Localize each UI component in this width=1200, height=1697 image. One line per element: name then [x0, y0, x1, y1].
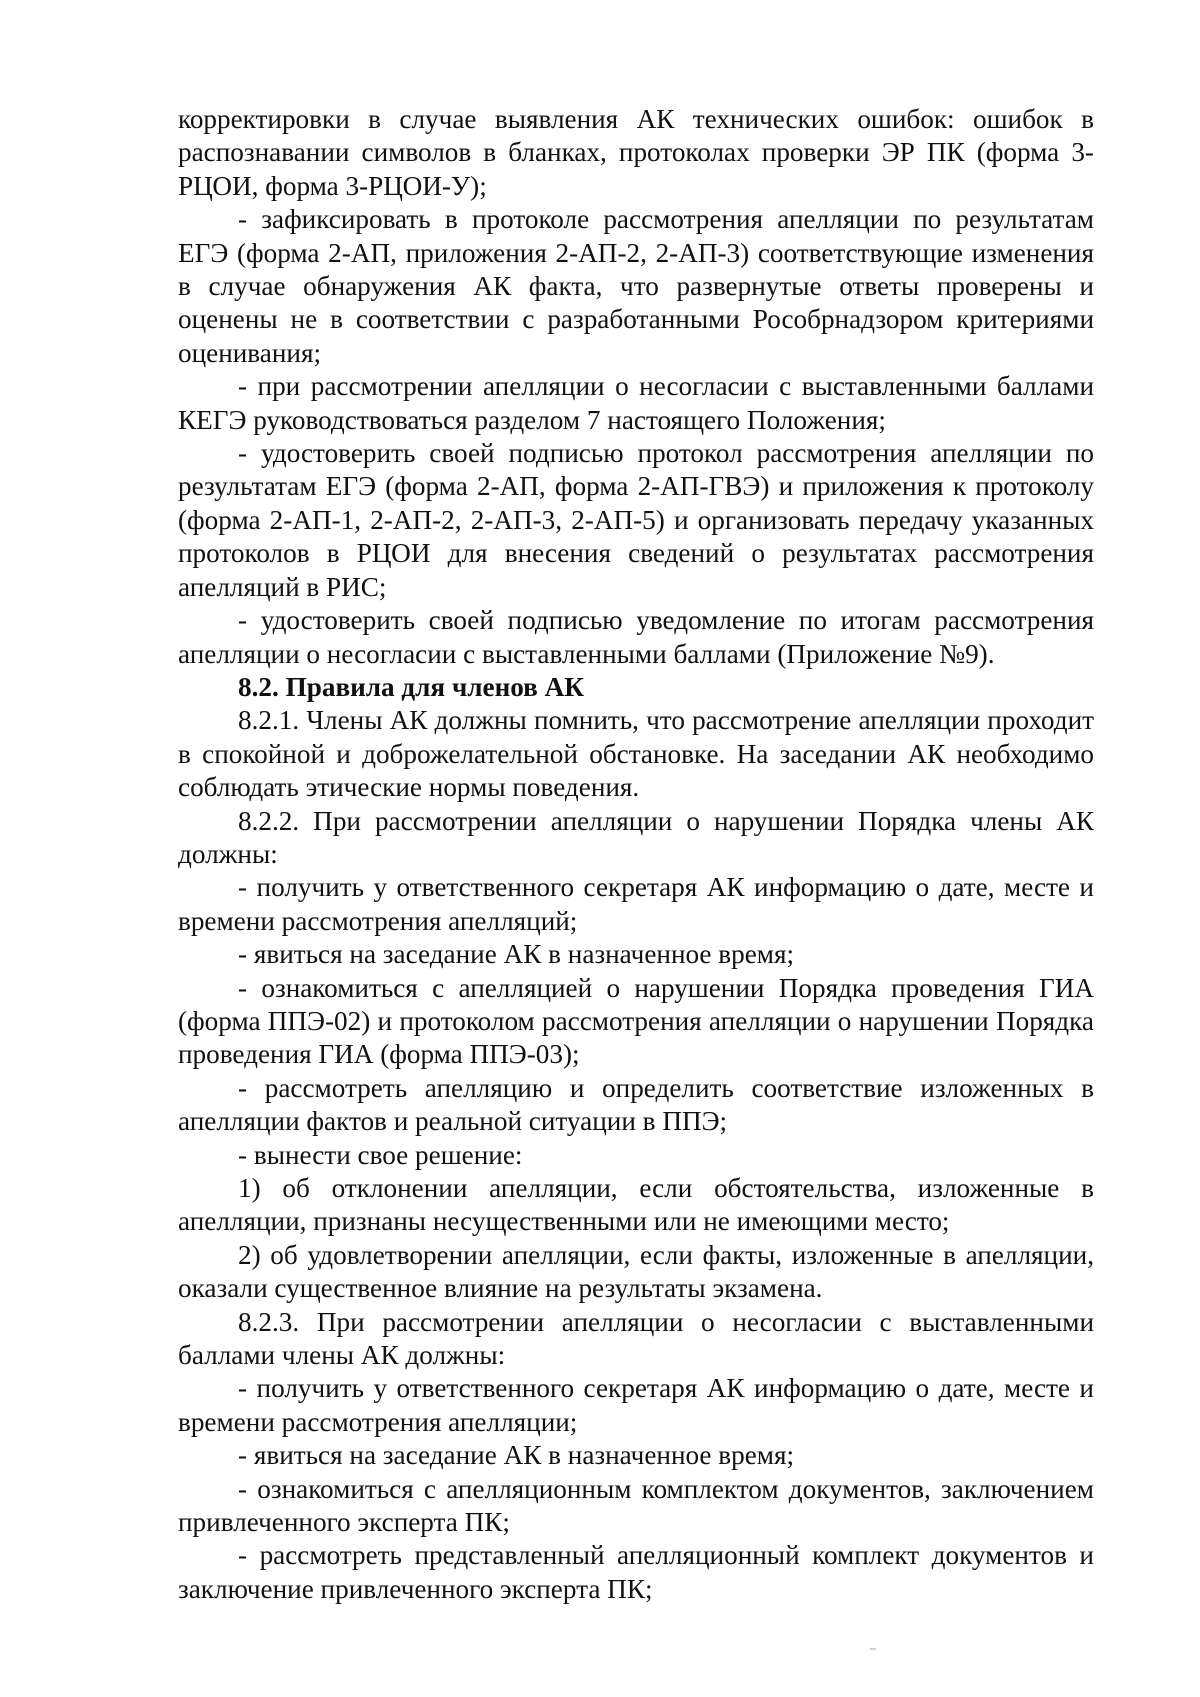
list-item: 1) об отклонении апелляции, если обстоятельства, изложенные в апелляции, признаны несущественными или не имеющими место; — [178, 1173, 1094, 1237]
scan-speck — [870, 1648, 876, 1650]
list-item: - зафиксировать в протоколе рассмотрения апелляции по результатам ЕГЭ (форма 2-АП, приложения 2-АП-2, 2-АП-3) соответствующие изменения в случае обнаружения АК факта, что развернутые ответы проверены и оценены не в соответствии с разработанными Рособрнадзором критериями оценивания; — [178, 204, 1094, 368]
paragraph: 8.2.2. При рассмотрении апелляции о нарушении Порядка члены АК должны: — [178, 805, 1094, 869]
paragraph: 8.2.1. Члены АК должны помнить, что рассмотрение апелляции проходит в спокойной и доброжелательной обстановке. На заседании АК необходимо соблюдать этические нормы поведения. — [178, 705, 1094, 803]
list-item: 2) об удовлетворении апелляции, если факты, изложенные в апелляции, оказали существенное влияние на результаты экзамена. — [178, 1239, 1094, 1304]
paragraph-continuation: корректировки в случае выявления АК технических ошибок: ошибок в распознавании символов в бланках, протоколах проверки ЭР ПК (форма 3-РЦОИ, форма 3-РЦОИ-У); — [178, 104, 1094, 201]
list-item: - получить у ответственного секретаря АК информацию о дате, месте и времени рассмотрения апелляций; — [178, 872, 1094, 936]
list-item: - получить у ответственного секретаря АК информацию о дате, месте и времени рассмотрения апелляции; — [178, 1373, 1094, 1437]
list-item: - вынести свое решение: — [238, 1139, 523, 1170]
list-item: - ознакомиться с апелляционным комплектом документов, заключением привлеченного эксперта ПК; — [178, 1473, 1094, 1538]
list-item: - при рассмотрении апелляции о несогласии с выставленными баллами КЕГЭ руководствоваться разделом 7 настоящего Положения; — [178, 371, 1094, 435]
list-item: - явиться на заседание АК в назначенное время; — [238, 1440, 795, 1471]
list-item: - удостоверить своей подписью уведомление по итогам рассмотрения апелляции о несогласии с выставленными баллами (Приложение №9). — [178, 605, 1094, 669]
document-page — [178, 103, 1094, 1606]
list-item: - рассмотреть представленный апелляционный комплект документов и заключение привлеченного эксперта ПК; — [178, 1540, 1094, 1604]
list-item: - рассмотреть апелляцию и определить соответствие изложенных в апелляции фактов и реальной ситуации в ППЭ; — [178, 1072, 1094, 1137]
list-item: - удостоверить своей подписью протокол рассмотрения апелляции по результатам ЕГЭ (форма 2-АП, форма 2-АП-ГВЭ) и приложения к протоколу (форма 2-АП-1, 2-АП-2, 2-АП-3, 2-АП-5) и организовать передачу указанных протоколов в РЦОИ для внесения сведений о результатах рассмотрения апелляций в РИС; — [178, 438, 1094, 602]
paragraph: 8.2.3. При рассмотрении апелляции о несогласии с выставленными баллами члены АК должны: — [178, 1306, 1094, 1371]
list-item: - явиться на заседание АК в назначенное время; — [238, 939, 795, 970]
section-heading: 8.2. Правила для членов АК — [238, 671, 585, 702]
list-item: - ознакомиться с апелляцией о нарушении Порядка проведения ГИА (форма ППЭ-02) и протоколом рассмотрения апелляции о нарушении Порядка проведения ГИА (форма ППЭ-03); — [178, 972, 1094, 1070]
